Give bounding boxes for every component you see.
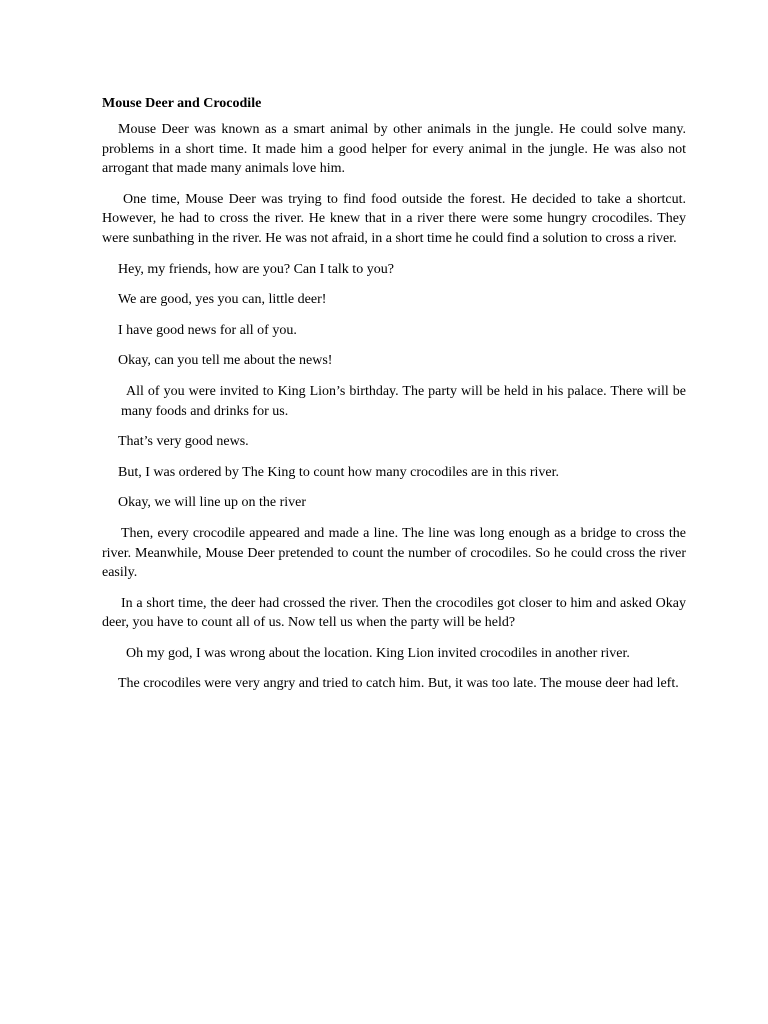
dialogue-invitation: All of you were invited to King Lion’s birthday. The party will be held in his palace. There will be many foods and drinks for us. xyxy=(121,383,686,419)
dialogue-line: I have good news for all of you. xyxy=(118,322,297,338)
dialogue-line: Okay, we will line up on the river xyxy=(118,495,307,511)
dialogue-line: We are good, yes you can, little deer! xyxy=(118,292,327,308)
document-page xyxy=(102,94,686,705)
paragraph-bridge: Then, every crocodile appeared and made a line. The line was long enough as a bridge to cross the river. Meanwhile, Mouse Deer pretended to count the number of crocodiles. So he could cross the river easily. xyxy=(102,525,686,581)
dialogue-line: That’s very good news. xyxy=(118,434,249,450)
paragraph-location: Oh my god, I was wrong about the location. King Lion invited crocodiles in another river. xyxy=(126,645,630,661)
paragraph-crossed: In a short time, the deer had crossed the river. Then the crocodiles got closer to him and asked Okay deer, you have to count all of us. Now tell us when the party will be held? xyxy=(102,595,686,631)
paragraph-ending: The crocodiles were very angry and tried to catch him. But, it was too late. The mouse deer had left. xyxy=(118,676,679,692)
paragraph-river: One time, Mouse Deer was trying to find food outside the forest. He decided to take a shortcut. However, he had to cross the river. He knew that in a river there were some hungry crocodiles. They were sunbathing in the river. He was not afraid, in a short time he could find a solution to cross a river. xyxy=(102,191,686,246)
document-title: Mouse Deer and Crocodile xyxy=(102,96,262,111)
dialogue-line: Hey, my friends, how are you? Can I talk to you? xyxy=(118,261,394,277)
paragraph-intro: Mouse Deer was known as a smart animal by other animals in the jungle. He could solve many. problems in a short time. It made him a good helper for every animal in the jungle. He was also not arrogant that made many animals love him. xyxy=(102,122,686,177)
dialogue-line: But, I was ordered by The King to count how many crocodiles are in this river. xyxy=(118,464,560,480)
dialogue-line: Okay, can you tell me about the news! xyxy=(118,353,333,369)
